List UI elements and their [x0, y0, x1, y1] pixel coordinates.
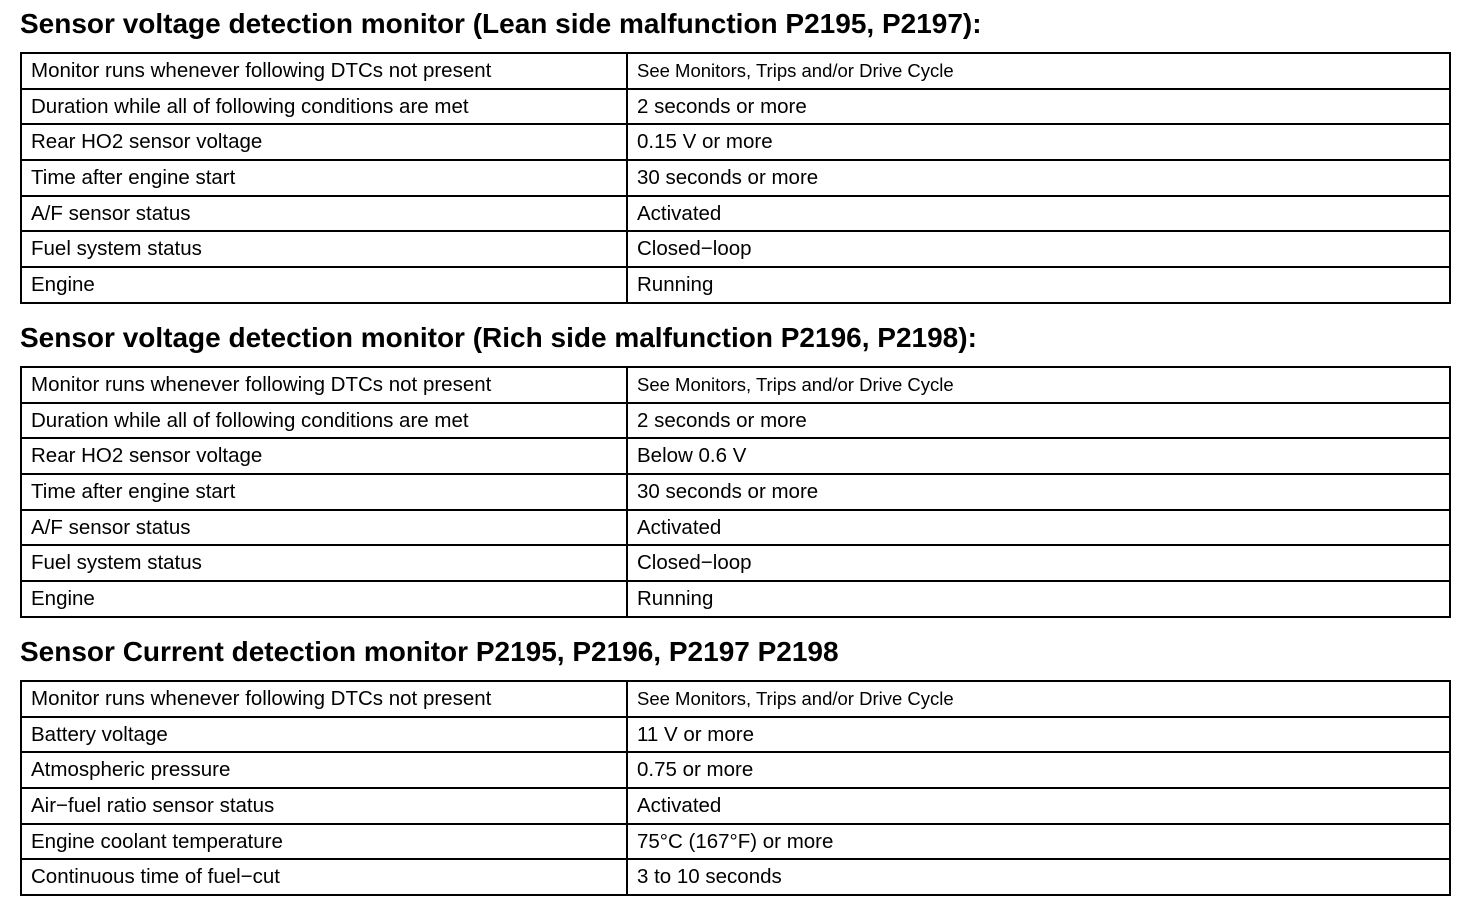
condition-label: Monitor runs whenever following DTCs not present: [21, 681, 627, 717]
table-row: [21, 267, 1450, 303]
table-row: [21, 510, 1450, 546]
condition-label: Engine coolant temperature: [21, 824, 627, 860]
condition-value: See Monitors, Trips and/or Drive Cycle: [627, 367, 1450, 403]
condition-label: Engine: [21, 581, 627, 617]
condition-label: Rear HO2 sensor voltage: [21, 124, 627, 160]
condition-label: Time after engine start: [21, 160, 627, 196]
condition-value: Closed−loop: [627, 231, 1450, 267]
conditions-table-current: [20, 680, 1451, 896]
condition-value: 11 V or more: [627, 717, 1450, 753]
table-row: [21, 367, 1450, 403]
table-row: [21, 824, 1450, 860]
condition-label: Battery voltage: [21, 717, 627, 753]
condition-value: Activated: [627, 510, 1450, 546]
section-title-current: Sensor Current detection monitor P2195, P2196, P2197 P2198: [20, 636, 839, 667]
table-row: [21, 160, 1450, 196]
table-row: [21, 53, 1450, 89]
condition-value: 30 seconds or more: [627, 474, 1450, 510]
condition-value: 3 to 10 seconds: [627, 859, 1450, 895]
table-row: [21, 196, 1450, 232]
condition-value: Closed−loop: [627, 545, 1450, 581]
condition-label: Atmospheric pressure: [21, 752, 627, 788]
condition-value: Running: [627, 267, 1450, 303]
condition-label: A/F sensor status: [21, 196, 627, 232]
condition-label: Fuel system status: [21, 545, 627, 581]
condition-label: Monitor runs whenever following DTCs not present: [21, 53, 627, 89]
table-row: [21, 717, 1450, 753]
condition-value: 30 seconds or more: [627, 160, 1450, 196]
condition-label: Duration while all of following conditions are met: [21, 89, 627, 125]
condition-label: Duration while all of following conditions are met: [21, 403, 627, 439]
condition-value: 2 seconds or more: [627, 89, 1450, 125]
condition-value: Below 0.6 V: [627, 438, 1450, 474]
condition-value: See Monitors, Trips and/or Drive Cycle: [627, 53, 1450, 89]
section-title-rich: Sensor voltage detection monitor (Rich side malfunction P2196, P2198):: [20, 322, 977, 353]
condition-label: Fuel system status: [21, 231, 627, 267]
condition-value: 75°C (167°F) or more: [627, 824, 1450, 860]
table-row: [21, 474, 1450, 510]
condition-label: Time after engine start: [21, 474, 627, 510]
condition-value: 2 seconds or more: [627, 403, 1450, 439]
condition-value: 0.15 V or more: [627, 124, 1450, 160]
table-row: [21, 403, 1450, 439]
conditions-table-lean: [20, 52, 1451, 304]
table-row: [21, 681, 1450, 717]
table-row: [21, 788, 1450, 824]
conditions-table-rich: [20, 366, 1451, 618]
table-row: [21, 859, 1450, 895]
condition-value: Activated: [627, 788, 1450, 824]
condition-label: Engine: [21, 267, 627, 303]
table-row: [21, 581, 1450, 617]
condition-label: Air−fuel ratio sensor status: [21, 788, 627, 824]
table-row: [21, 752, 1450, 788]
section-title-lean: Sensor voltage detection monitor (Lean side malfunction P2195, P2197):: [20, 8, 982, 39]
condition-label: Monitor runs whenever following DTCs not present: [21, 367, 627, 403]
condition-value: Running: [627, 581, 1450, 617]
condition-value: 0.75 or more: [627, 752, 1450, 788]
table-row: [21, 545, 1450, 581]
condition-label: Rear HO2 sensor voltage: [21, 438, 627, 474]
table-row: [21, 438, 1450, 474]
table-row: [21, 89, 1450, 125]
condition-value: Activated: [627, 196, 1450, 232]
table-row: [21, 124, 1450, 160]
condition-value: See Monitors, Trips and/or Drive Cycle: [627, 681, 1450, 717]
condition-label: A/F sensor status: [21, 510, 627, 546]
table-row: [21, 231, 1450, 267]
condition-label: Continuous time of fuel−cut: [21, 859, 627, 895]
